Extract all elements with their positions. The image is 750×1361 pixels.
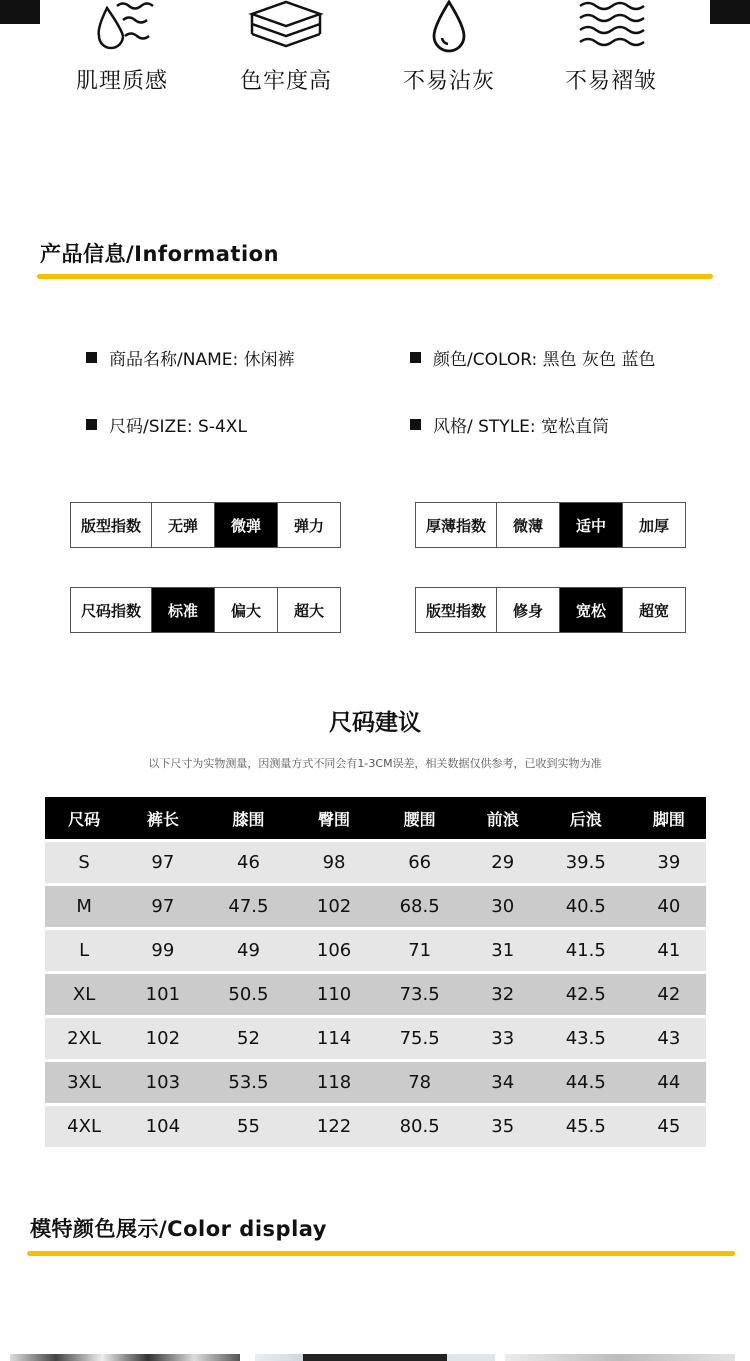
info-size-text: 尺码/SIZE: S-4XL (109, 417, 247, 437)
table-cell: 44 (632, 1062, 706, 1103)
table-cell: 106 (294, 930, 373, 971)
feature-texture (57, 0, 187, 95)
rating-label: 厚薄指数 (425, 516, 486, 535)
table-cell: 45.5 (540, 1106, 632, 1147)
table-cell: 122 (294, 1106, 373, 1147)
rating-option: 微薄 (496, 503, 559, 547)
info-name (86, 345, 295, 370)
table-cell: 43 (632, 1018, 706, 1059)
bullet-square-icon (410, 419, 421, 430)
table-cell: 39.5 (540, 842, 632, 883)
table-cell: 44.5 (540, 1062, 632, 1103)
table-cell: 101 (123, 974, 202, 1015)
feature-label: 不易沾灰 (402, 69, 495, 94)
table-cell: 45 (632, 1106, 706, 1147)
rating-option: 超宽 (622, 588, 685, 632)
water-drop-icon (414, 0, 484, 56)
table-cell: 30 (466, 886, 540, 927)
feature-label: 肌理质感 (75, 69, 168, 94)
rating-label: 版型指数 (80, 516, 141, 535)
table-cell: 33 (466, 1018, 540, 1059)
size-chart-note: 以下尺寸为实物测量，因测量方式不同会有1-3CM误差，相关数据仅供参考，已收到实物为准 (148, 757, 602, 770)
table-cell: 99 (123, 930, 202, 971)
rating-thickness (415, 502, 686, 548)
table-cell: 97 (123, 842, 202, 883)
table-row (45, 1106, 706, 1147)
header-cell: 尺码 (45, 797, 123, 839)
feature-label: 色牢度高 (239, 69, 332, 94)
table-cell: 66 (374, 842, 466, 883)
header-cell: 臀围 (294, 797, 373, 839)
table-cell: 49 (203, 930, 295, 971)
header-cell: 后浪 (540, 797, 632, 839)
table-cell: 68.5 (374, 886, 466, 927)
table-cell: 29 (466, 842, 540, 883)
table-cell: 42 (632, 974, 706, 1015)
table-cell: 53.5 (203, 1062, 295, 1103)
top-left-image-edge (0, 0, 40, 24)
rating-option: 偏大 (214, 588, 277, 632)
table-cell: 52 (203, 1018, 295, 1059)
rating-option: 加厚 (622, 503, 685, 547)
table-cell: 40.5 (540, 886, 632, 927)
table-cell: S (45, 842, 123, 883)
table-cell: 78 (374, 1062, 466, 1103)
rating-option-selected: 标准 (151, 588, 214, 632)
rating-option: 无弹 (151, 503, 214, 547)
table-cell: 3XL (45, 1062, 123, 1103)
table-cell: 39 (632, 842, 706, 883)
table-cell: 41 (632, 930, 706, 971)
table-row (45, 930, 706, 971)
rating-option-selected: 微弹 (214, 503, 277, 547)
info-style-text: 风格/ STYLE: 宽松直筒 (433, 417, 610, 437)
rating-elasticity (70, 502, 341, 548)
table-row (45, 974, 706, 1015)
table-cell: 50.5 (203, 974, 295, 1015)
table-row (45, 1062, 706, 1103)
table-cell: 80.5 (374, 1106, 466, 1147)
bullet-square-icon (410, 352, 421, 363)
rating-size-fit (70, 587, 341, 633)
table-cell: 102 (294, 886, 373, 927)
table-row (45, 886, 706, 927)
info-color (410, 345, 655, 370)
water-drop-wave-icon (87, 0, 157, 56)
info-size (86, 412, 247, 437)
rating-cut (415, 587, 686, 633)
table-cell: 102 (123, 1018, 202, 1059)
feature-label: 不易褶皱 (564, 69, 657, 94)
rating-option: 弹力 (277, 503, 340, 547)
rating-option: 超大 (277, 588, 340, 632)
model-photo-edge (255, 1354, 495, 1361)
bullet-square-icon (86, 352, 97, 363)
table-cell: 47.5 (203, 886, 295, 927)
header-cell: 裤长 (123, 797, 202, 839)
folded-fabric-icon (246, 0, 326, 56)
table-cell: 114 (294, 1018, 373, 1059)
color-display-underline (27, 1251, 735, 1256)
info-title-underline (37, 274, 713, 279)
bullet-square-icon (86, 419, 97, 430)
table-cell: 46 (203, 842, 295, 883)
top-right-image-edge (710, 0, 750, 24)
table-cell: 32 (466, 974, 540, 1015)
model-photo-edge (10, 1354, 240, 1361)
size-table-header (45, 797, 706, 839)
table-cell: 40 (632, 886, 706, 927)
wrinkle-wave-icon (574, 0, 648, 56)
table-cell: 118 (294, 1062, 373, 1103)
table-cell: 110 (294, 974, 373, 1015)
table-cell: 97 (123, 886, 202, 927)
size-chart-title: 尺码建议 (329, 710, 421, 736)
table-cell: 34 (466, 1062, 540, 1103)
info-section-title: 产品信息/Information (40, 242, 280, 266)
info-style (410, 412, 609, 437)
table-cell: 103 (123, 1062, 202, 1103)
table-cell: 2XL (45, 1018, 123, 1059)
table-cell: 55 (203, 1106, 295, 1147)
header-cell: 前浪 (466, 797, 540, 839)
rating-option-selected: 适中 (559, 503, 622, 547)
table-cell: L (45, 930, 123, 971)
feature-wrinkle-free (546, 0, 676, 95)
table-cell: 4XL (45, 1106, 123, 1147)
table-row (45, 1018, 706, 1059)
table-cell: XL (45, 974, 123, 1015)
table-cell: 98 (294, 842, 373, 883)
info-name-text: 商品名称/NAME: 休闲裤 (109, 350, 295, 370)
table-cell: 41.5 (540, 930, 632, 971)
color-display-title: 模特颜色展示/Color display (30, 1217, 327, 1241)
feature-colorfast (221, 0, 351, 95)
table-cell: 73.5 (374, 974, 466, 1015)
header-cell: 膝围 (203, 797, 295, 839)
table-cell: 71 (374, 930, 466, 971)
table-cell: 35 (466, 1106, 540, 1147)
header-cell: 脚围 (632, 797, 706, 839)
table-cell: 42.5 (540, 974, 632, 1015)
table-cell: 104 (123, 1106, 202, 1147)
rating-label: 版型指数 (425, 601, 486, 620)
table-cell: M (45, 886, 123, 927)
model-photo-edge (505, 1354, 735, 1361)
feature-dustproof (384, 0, 514, 95)
rating-option: 修身 (496, 588, 559, 632)
info-color-text: 颜色/COLOR: 黑色 灰色 蓝色 (433, 350, 656, 370)
rating-label: 尺码指数 (80, 601, 141, 620)
table-cell: 75.5 (374, 1018, 466, 1059)
header-cell: 腰围 (374, 797, 466, 839)
rating-option-selected: 宽松 (559, 588, 622, 632)
table-cell: 31 (466, 930, 540, 971)
table-cell: 43.5 (540, 1018, 632, 1059)
table-row (45, 842, 706, 883)
size-table (45, 794, 706, 1150)
